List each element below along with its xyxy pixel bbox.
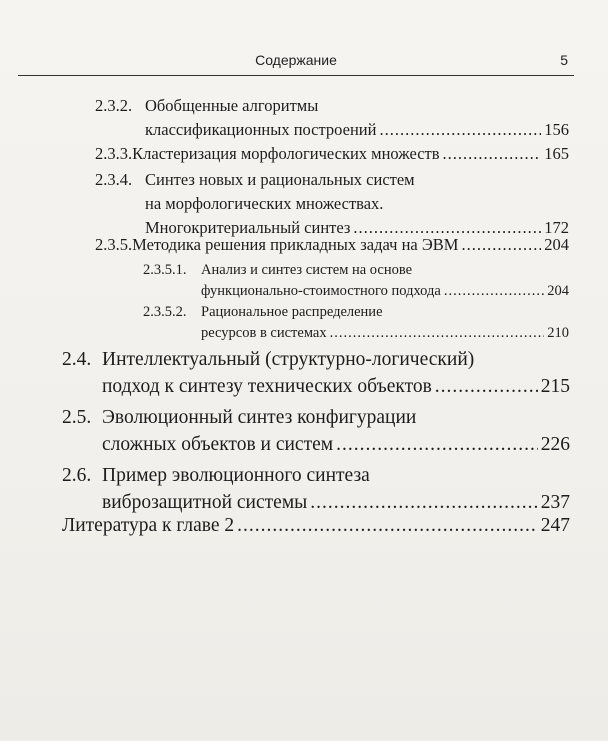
toc-entry[interactable] xyxy=(62,462,570,516)
toc-leader-dots xyxy=(330,323,545,344)
toc-entry[interactable] xyxy=(95,168,569,240)
toc-entry-page: 247 xyxy=(540,515,570,536)
toc-entry-number: 2.3.3. xyxy=(95,144,133,163)
toc-entry[interactable] xyxy=(143,302,569,344)
toc-leader-dots xyxy=(435,373,538,400)
toc-leader-dots xyxy=(461,233,541,257)
toc-entry-title: Эволюционный синтез конфигурации xyxy=(102,407,417,428)
toc-entry-title: Обобщенные алгоритмы xyxy=(145,96,319,115)
toc-entry-page: 165 xyxy=(544,144,569,163)
toc-entry[interactable] xyxy=(95,94,569,142)
toc-entry-title: функционально-стоимостного подхода xyxy=(201,283,441,299)
toc-entry-title: Методика решения прикладных задач на ЭВМ xyxy=(132,235,459,254)
toc-leader-dots xyxy=(443,142,542,166)
header-rule xyxy=(18,75,574,76)
toc-entry-title: Литература к главе 2 xyxy=(62,515,235,536)
toc-entry-title: Многокритериальный синтез xyxy=(145,218,351,237)
header-page-number: 5 xyxy=(560,52,568,68)
toc-entry-number: 2.4. xyxy=(62,349,92,370)
toc-leader-dots xyxy=(379,118,541,142)
toc-entry-page: 215 xyxy=(540,376,570,397)
toc-leader-dots xyxy=(237,512,538,539)
toc-entry-title: подход к синтезу технических объектов xyxy=(102,376,432,397)
running-header xyxy=(18,52,574,74)
toc-entry-title: виброзащитной системы xyxy=(102,492,308,513)
toc-entry-page: 172 xyxy=(544,218,569,237)
toc-leader-dots xyxy=(444,281,544,302)
toc-entry[interactable] xyxy=(143,260,569,302)
toc-entry-title: Синтез новых и рациональных систем xyxy=(145,170,415,189)
toc-entry-title: сложных объектов и систем xyxy=(102,434,334,455)
toc-entry[interactable] xyxy=(95,233,569,257)
toc-entry-number: 2.5. xyxy=(62,407,92,428)
toc-entry[interactable] xyxy=(62,346,570,400)
toc-leader-dots xyxy=(336,431,538,458)
toc-entry-title: Кластеризация морфологических множеств xyxy=(132,144,440,163)
toc-entry-title: Пример эволюционного синтеза xyxy=(102,465,370,486)
toc-entry-number: 2.3.5.1. xyxy=(143,262,187,278)
toc-entry-title: классификационных построений xyxy=(145,120,377,139)
toc-entry-number: 2.3.5. xyxy=(95,235,133,254)
toc-entry[interactable] xyxy=(62,512,570,539)
toc-entry-page: 226 xyxy=(540,434,570,455)
toc-entry-number: 2.6. xyxy=(62,465,92,486)
toc-entry-number: 2.3.2. xyxy=(95,96,133,115)
toc-entry-title: на морфологических множествах. xyxy=(145,194,384,213)
toc-entry-number: 2.3.5.2. xyxy=(143,304,187,320)
toc-entry-title: Анализ и синтез систем на основе xyxy=(201,262,413,278)
toc-entry-title: Интеллектуальный (структурно-логический) xyxy=(102,349,475,370)
toc-entry-title: Рациональное распределение xyxy=(201,304,383,320)
toc-entry-page: 204 xyxy=(544,235,569,254)
toc-entry-page: 156 xyxy=(544,120,569,139)
toc-entry-page: 204 xyxy=(547,283,569,299)
toc-entry-number: 2.3.4. xyxy=(95,170,133,189)
toc-entry-page: 210 xyxy=(547,325,569,341)
toc-entry[interactable] xyxy=(95,142,569,166)
header-title: Содержание xyxy=(255,52,337,68)
toc-entry-page: 237 xyxy=(540,492,570,513)
toc-entry-title: ресурсов в системах xyxy=(201,325,327,341)
toc-entry[interactable] xyxy=(62,404,570,458)
